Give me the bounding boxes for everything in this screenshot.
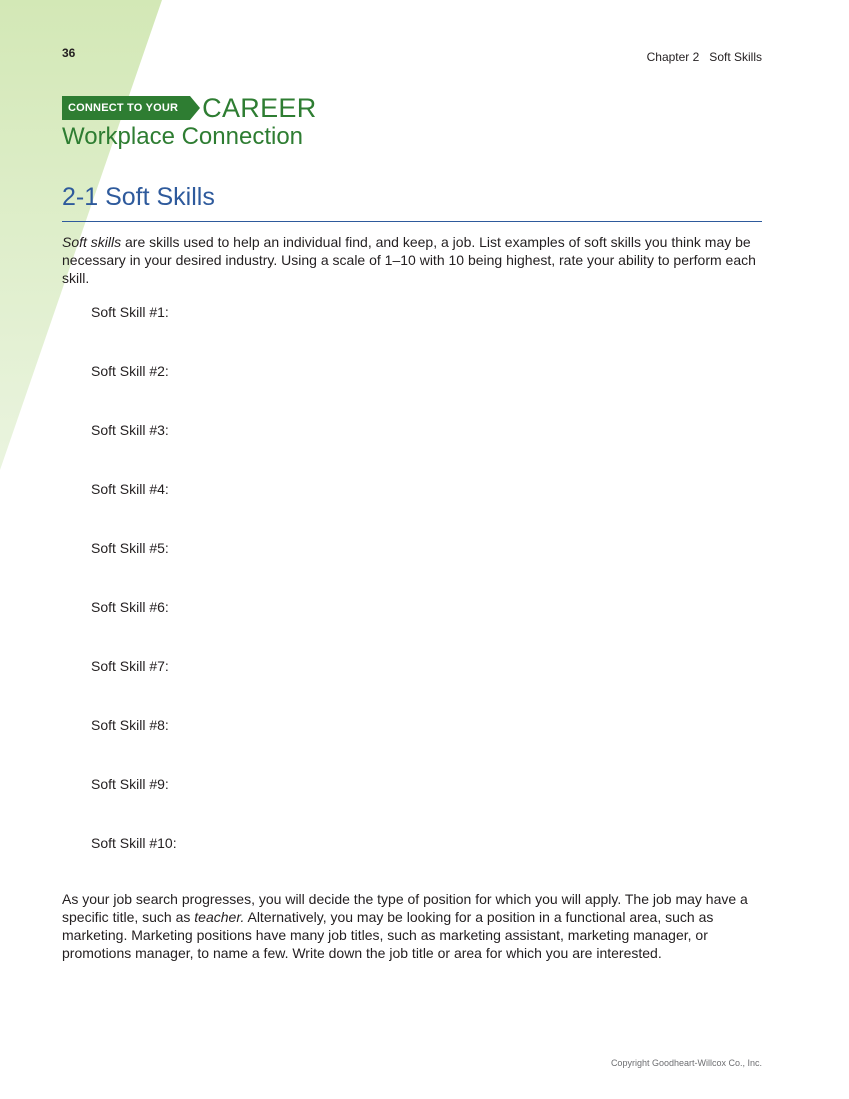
intro-text: are skills used to help an individual find, and keep, a job. List examples of soft skills you think may be necessary in your desired industry. Using a scale of 1–10 with 10 being highest, rate your ability to perform each skill. <box>62 234 756 286</box>
soft-skill-field-7[interactable]: Soft Skill #7: <box>91 658 169 674</box>
connect-to-career-banner <box>62 94 317 122</box>
feature-title: Workplace Connection <box>62 123 304 150</box>
closing-text-1: As your job search progresses, you will decide the type of position for which you will apply. The job may have a specific title, such as <box>62 891 748 925</box>
soft-skill-field-8[interactable]: Soft Skill #8: <box>91 717 169 733</box>
soft-skill-field-2[interactable]: Soft Skill #2: <box>91 363 169 379</box>
title-rule <box>62 221 762 222</box>
closing-paragraph <box>62 890 768 962</box>
copyright-notice: Copyright Goodheart-Willcox Co., Inc. <box>610 1058 762 1068</box>
intro-term: Soft skills <box>62 234 122 250</box>
soft-skill-field-4[interactable]: Soft Skill #4: <box>91 481 169 497</box>
activity-title: 2-1 Soft Skills <box>62 183 215 211</box>
intro-paragraph <box>62 233 768 287</box>
closing-italic-term: teacher. <box>194 909 245 925</box>
soft-skill-field-6[interactable]: Soft Skill #6: <box>91 599 169 615</box>
page-number: 36 <box>62 46 76 60</box>
soft-skill-field-3[interactable]: Soft Skill #3: <box>91 422 169 438</box>
career-word: CAREER <box>202 93 317 123</box>
running-head: Chapter 2 Soft Skills <box>646 50 762 64</box>
soft-skill-field-1[interactable]: Soft Skill #1: <box>91 304 169 320</box>
closing-text-2: Alternatively, you may be looking for a position in a functional area, such as marketing. Marketing positions have many job titles, such as marketing assistant, marketing manager, or promotions manager, to name a few. Write down the job title or area for which you are interested. <box>62 909 714 961</box>
soft-skill-field-10[interactable]: Soft Skill #10: <box>91 835 177 851</box>
soft-skill-field-9[interactable]: Soft Skill #9: <box>91 776 169 792</box>
soft-skill-field-5[interactable]: Soft Skill #5: <box>91 540 169 556</box>
connect-tag: CONNECT TO YOUR <box>62 96 190 120</box>
